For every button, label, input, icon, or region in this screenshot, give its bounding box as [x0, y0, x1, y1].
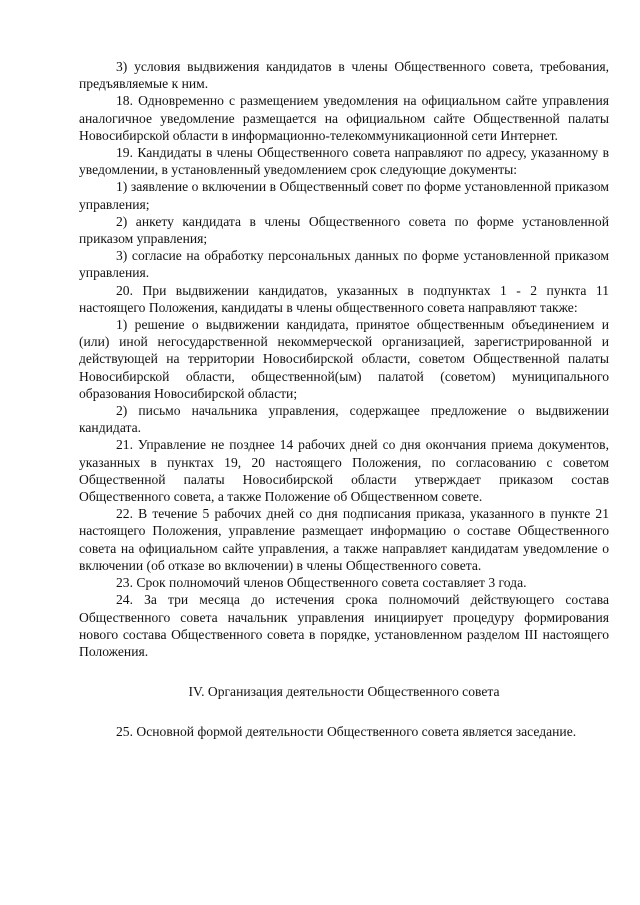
paragraph: 25. Основной формой деятельности Общественного совета является заседание. — [116, 724, 577, 740]
paragraph: 3) согласие на обработку персональных данных по форме установленной приказом управления. — [79, 248, 609, 281]
paragraph: 18. Одновременно с размещением уведомления на официальном сайте управления аналогичное уведомление размещается на официальном сайте Общественной палаты Новосибирской области в информационно-телекоммуникационной сети Интернет. — [79, 93, 609, 143]
section-heading: IV. Организация деятельности Общественного совета — [188, 684, 500, 700]
document-page — [79, 58, 609, 741]
paragraph: 2) письмо начальника управления, содержащее предложение о выдвижении кандидата. — [79, 403, 609, 436]
paragraph: 20. При выдвижении кандидатов, указанных в подпунктах 1 - 2 пункта 11 настоящего Положения, кандидаты в члены общественного совета направляют также: — [79, 282, 609, 315]
paragraph: 3) условия выдвижения кандидатов в члены Общественного совета, требования, предъявляемые к ним. — [79, 59, 609, 92]
paragraph: 1) решение о выдвижении кандидата, принятое общественным объединением и (или) иной негосударственной некоммерческой организацией, зарегистрированной и действующей на территории Новосибирской области, советом Общественной палаты Новосибирской области, общественной(ым) палатой (советом) муниципального образования Новосибирской области; — [79, 317, 609, 401]
paragraph: 2) анкету кандидата в члены Общественного совета по форме установленной приказом управления; — [79, 213, 609, 247]
paragraph: 1) заявление о включении в Общественный совет по форме установленной приказом управления; — [79, 179, 609, 212]
paragraph: 19. Кандидаты в члены Общественного совета направляют по адресу, указанному в уведомлении, в установленный уведомлением срок следующие документы: — [79, 145, 609, 178]
paragraph: 24. За три месяца до истечения срока полномочий действующего состава Общественного совета начальник управления инициирует процедуру формирования нового состава Общественного совета в порядке, установленном разделом III настоящего Положения. — [79, 592, 609, 659]
paragraph: 21. Управление не позднее 14 рабочих дней со дня окончания приема документов, указанных в пунктах 19, 20 настоящего Положения, по согласованию с советом Общественной палаты Новосибирской области утверждает приказом состав Общественного совета, а также Положение об Общественном совете. — [79, 437, 609, 505]
paragraph: 22. В течение 5 рабочих дней со дня подписания приказа, указанного в пункте 21 настоящего Положения, управление размещает информацию о составе Общественного совета на официальном сайте управления, а также направляет кандидатам уведомление о включении (об отказе во включении) в члены Общественного совета. — [79, 506, 609, 573]
paragraph: 23. Срок полномочий членов Общественного совета составляет 3 года. — [116, 575, 527, 591]
